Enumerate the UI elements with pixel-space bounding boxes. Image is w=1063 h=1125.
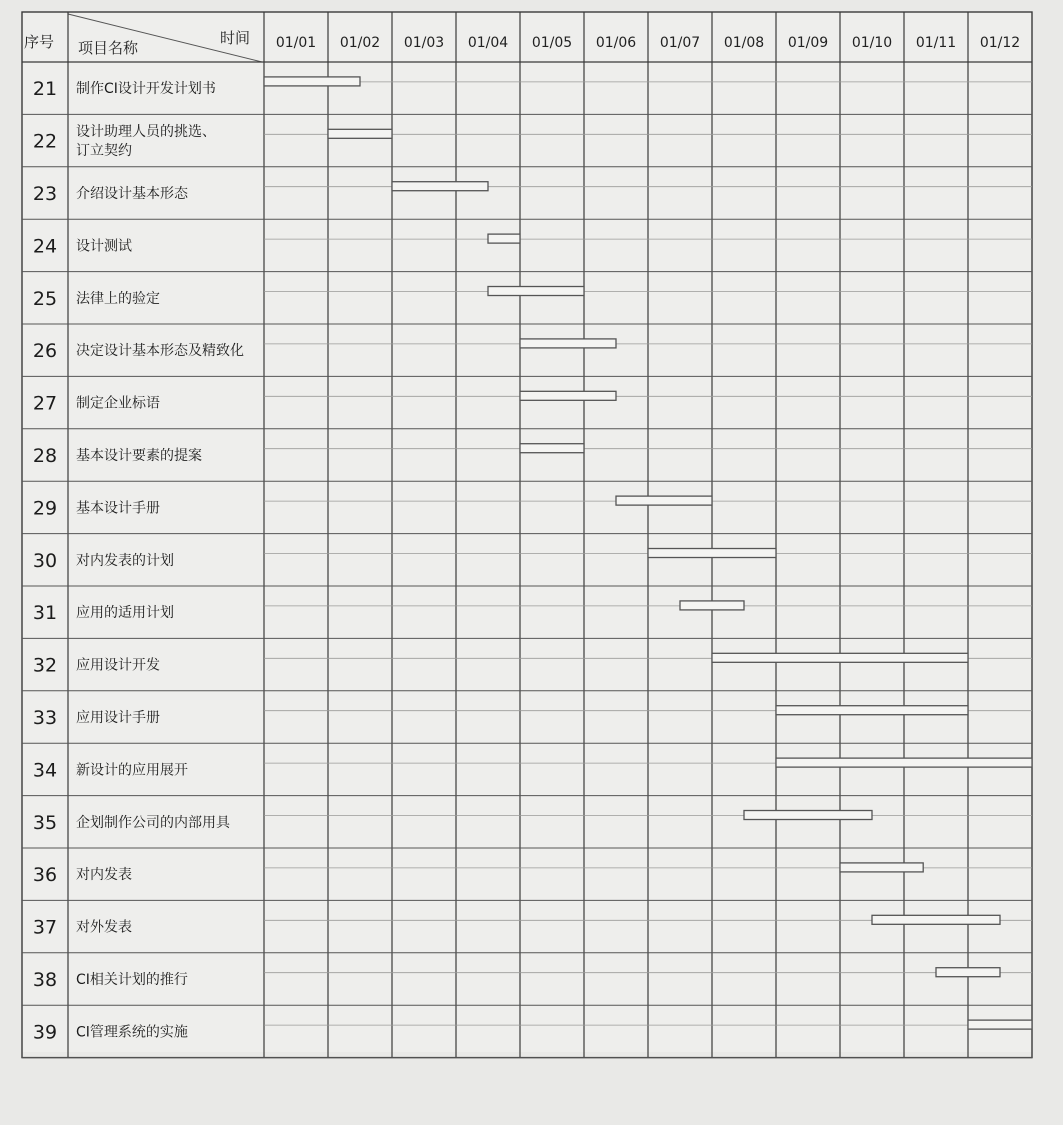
task-name: 决定设计基本形态及精致化	[76, 343, 244, 360]
task-bar	[328, 129, 392, 138]
month-label: 01/01	[275, 35, 317, 51]
task-bar	[488, 234, 520, 243]
task-name: 应用设计开发	[76, 657, 160, 674]
task-row	[33, 1021, 188, 1043]
task-seq: 28	[32, 445, 58, 467]
task-name: 基本设计手册	[76, 500, 160, 517]
task-bar	[488, 287, 584, 296]
task-name: 对外发表	[76, 919, 132, 936]
task-seq: 29	[32, 497, 58, 520]
task-row	[33, 655, 160, 677]
task-seq: 27	[32, 392, 58, 415]
task-seq: 36	[32, 864, 58, 887]
task-seq: 39	[32, 1021, 58, 1044]
task-bar	[840, 863, 923, 872]
task-seq: 33	[32, 707, 58, 729]
task-name: 应用设计手册	[76, 710, 160, 726]
task-bar	[520, 339, 616, 348]
task-bar	[872, 915, 1000, 924]
task-seq: 34	[32, 759, 58, 782]
task-bar	[520, 444, 584, 453]
task-name: 对内发表的计划	[76, 552, 174, 569]
month-label: 01/05	[531, 35, 573, 51]
month-label: 01/11	[915, 35, 957, 51]
task-seq: 31	[32, 602, 58, 625]
task-row	[33, 759, 188, 781]
month-label: 01/03	[403, 35, 445, 51]
task-seq: 30	[32, 549, 58, 572]
task-row	[33, 917, 132, 939]
task-bar	[264, 77, 360, 86]
task-name: 应用的适用计划	[76, 605, 174, 622]
task-seq: 24	[32, 235, 58, 258]
task-bar	[936, 968, 1000, 977]
task-bar	[776, 758, 1032, 767]
task-bar	[680, 601, 744, 610]
task-row	[33, 235, 132, 257]
task-name: 基本设计要素的提案	[76, 448, 202, 464]
task-row	[33, 183, 189, 205]
month-label: 01/07	[659, 35, 701, 51]
task-row	[33, 969, 188, 991]
task-bar	[648, 549, 776, 558]
task-bar	[392, 182, 488, 191]
task-seq: 21	[32, 78, 58, 101]
month-label: 01/08	[723, 35, 765, 51]
task-name: CI相关计划的推行	[76, 972, 188, 988]
header-seq-label: 序号	[24, 33, 55, 51]
task-bar	[616, 496, 712, 505]
task-seq: 23	[32, 183, 58, 205]
header-name-label: 项目名称	[78, 39, 139, 57]
task-seq: 38	[32, 969, 58, 991]
task-row	[33, 393, 160, 415]
task-name: 介绍设计基本形态	[76, 186, 188, 202]
month-label: 01/06	[595, 35, 637, 51]
task-row	[33, 602, 174, 624]
task-row	[33, 497, 160, 519]
task-row	[33, 707, 160, 729]
task-seq: 25	[32, 287, 58, 310]
month-label: 01/02	[339, 35, 381, 51]
task-name: 制定企业标语	[76, 395, 160, 412]
task-bar	[712, 653, 968, 662]
month-label: 01/09	[787, 35, 829, 51]
task-name: 设计助理人员的挑选、	[76, 124, 216, 141]
task-seq: 26	[32, 340, 58, 363]
task-row	[33, 550, 174, 572]
task-name: 制作CI设计开发计划书	[76, 81, 216, 98]
task-row	[33, 288, 160, 310]
task-name: CI管理系统的实施	[76, 1024, 188, 1041]
task-seq: 37	[32, 916, 58, 939]
task-seq: 35	[32, 811, 58, 834]
task-bar	[744, 811, 872, 820]
task-bar	[968, 1020, 1032, 1029]
task-seq: 32	[32, 654, 58, 677]
task-name: 对内发表	[76, 867, 132, 884]
month-label: 01/04	[467, 35, 509, 51]
task-name: 新设计的应用展开	[76, 762, 188, 779]
task-seq: 22	[32, 130, 58, 153]
task-bar	[776, 706, 968, 715]
task-row	[33, 864, 132, 886]
task-name: 法律上的验定	[76, 290, 160, 307]
task-bar	[520, 391, 616, 400]
task-name: 设计测试	[76, 238, 132, 255]
month-label: 01/12	[979, 35, 1021, 51]
task-name: 企划制作公司的内部用具	[76, 814, 230, 831]
header-time-label: 时间	[220, 29, 251, 47]
month-label: 01/10	[851, 35, 893, 51]
chart-frame	[22, 12, 1032, 1052]
task-name: 订立契约	[76, 143, 132, 160]
